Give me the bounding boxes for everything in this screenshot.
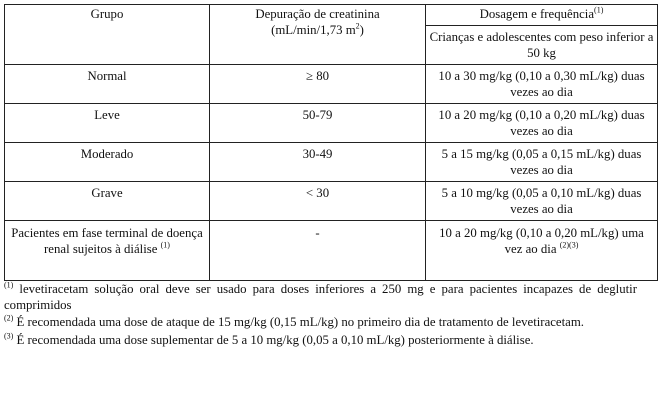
table-header-row	[5, 5, 658, 26]
cell-clearance: ≥ 80	[210, 65, 426, 104]
cell-dose: 10 a 30 mg/kg (0,10 a 0,30 mL/kg) duas vezes ao dia	[426, 65, 658, 104]
dosing-table	[4, 4, 658, 281]
footnote-text: levetiracetam solução oral deve ser usado para doses inferiores a 250 mg e para pacientes incapazes de deglutir comprimidos	[4, 282, 637, 313]
cell-dose-text: 10 a 20 mg/kg (0,10 a 0,20 mL/kg) uma vez ao dia	[439, 226, 644, 256]
table-row	[5, 182, 658, 221]
footnote-marker: (3)	[4, 331, 14, 341]
footnote-3	[4, 332, 637, 348]
header-clearance-line2: (mL/min/1,73 m	[271, 23, 356, 37]
cell-clearance: 50-79	[210, 104, 426, 143]
table-row	[5, 221, 658, 281]
header-dosage-label: Dosagem e frequência	[479, 7, 595, 21]
footnote-2	[4, 314, 637, 330]
cell-group: Grave	[5, 182, 210, 221]
header-clearance	[210, 5, 426, 65]
cell-group-footnote-ref: (1)	[160, 240, 170, 250]
table-row	[5, 143, 658, 182]
header-group	[5, 5, 210, 65]
header-clearance-line1: Depuração de creatinina	[255, 7, 380, 21]
cell-dose	[426, 221, 658, 281]
footnotes	[4, 281, 637, 349]
footnote-marker: (1)	[4, 280, 14, 290]
header-dosage-footnote-ref: (1)	[594, 5, 604, 15]
header-dosage	[426, 5, 658, 26]
cell-clearance: 30-49	[210, 143, 426, 182]
cell-dose: 5 a 10 mg/kg (0,05 a 0,10 mL/kg) duas vezes ao dia	[426, 182, 658, 221]
cell-clearance: -	[210, 221, 426, 281]
cell-dose: 5 a 15 mg/kg (0,05 a 0,15 mL/kg) duas vezes ao dia	[426, 143, 658, 182]
cell-dose-footnote-ref: (2)(3)	[559, 240, 579, 250]
footnote-text: É recomendada uma dose suplementar de 5 a 10 mg/kg (0,05 a 0,10 mL/kg) posteriormente à diálise.	[13, 332, 534, 347]
cell-clearance: < 30	[210, 182, 426, 221]
cell-dose: 10 a 20 mg/kg (0,10 a 0,20 mL/kg) duas vezes ao dia	[426, 104, 658, 143]
header-clearance-superscript: 2	[355, 21, 360, 31]
header-clearance-close: )	[359, 23, 364, 37]
table-row	[5, 104, 658, 143]
cell-group-text: Pacientes em fase terminal de doença renal sujeitos à diálise	[11, 226, 203, 256]
header-dosage-subgroup: Crianças e adolescentes com peso inferior a 50 kg	[426, 26, 658, 65]
table-row	[5, 65, 658, 104]
footnote-text: É recomendada uma dose de ataque de 15 mg/kg (0,15 mL/kg) no primeiro dia de tratamento de levetiracetam.	[13, 315, 585, 330]
cell-group: Moderado	[5, 143, 210, 182]
cell-group: Normal	[5, 65, 210, 104]
footnote-marker: (2)	[4, 314, 14, 324]
header-group-label: Grupo	[90, 7, 124, 21]
cell-group: Leve	[5, 104, 210, 143]
footnote-1	[4, 281, 637, 313]
cell-group	[5, 221, 210, 281]
